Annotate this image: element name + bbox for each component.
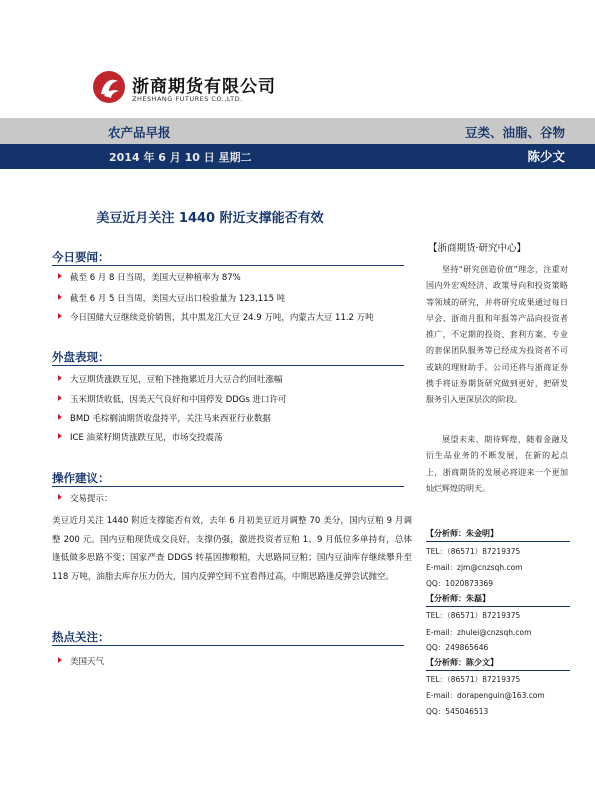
list-item: 交易提示：	[58, 492, 113, 504]
analyst-qq: QQ：1020873369	[426, 579, 494, 588]
bullet-arrow-icon	[58, 313, 62, 319]
report-author: 陈少文	[527, 149, 565, 164]
company-name-cn: 浙商期货有限公司	[132, 77, 276, 97]
analyst-divider	[426, 670, 570, 671]
report-type: 农产品早报	[108, 125, 171, 140]
list-item: ICE 油菜籽期货涨跌互见，市场交投震荡	[58, 431, 223, 443]
list-item: 玉米期货收低，因美天气良好和中国停发 DDGs 进口许可	[58, 393, 287, 405]
section-heading-today-news: 今日要闻：	[52, 250, 110, 264]
analyst-email[interactable]: E-mail：zhulei@cnzsqh.com	[426, 628, 532, 637]
bullet-arrow-icon	[58, 375, 62, 381]
sector-label: 豆类、油脂、谷物	[464, 125, 565, 140]
bullet-arrow-icon	[58, 395, 62, 401]
list-item: 大豆期货涨跌互见，豆粕下挫拖累近月大豆合约回吐涨幅	[58, 373, 283, 385]
report-date: 2014 年 6 月 10 日 星期二	[109, 151, 252, 164]
section-divider	[52, 645, 404, 646]
bullet-arrow-icon	[58, 657, 62, 663]
analyst-tel: TEL：（86571）87219375	[426, 611, 521, 620]
analyst-qq: QQ：249865646	[426, 643, 489, 652]
analyst-divider	[426, 541, 570, 542]
advice-paragraph: 美豆近月关注 1440 附近支撑能否有效，去年 6 月初美豆近月调整 70 美分，国内豆粕 9 月调整 200 元。国内豆粕现货成交良好，支撑仍强，激进投资者豆粕 1、9 月低位多单持有，总体逢低做多思路不变；国家严查 DDGS 转基因掺粮粕，大思路同豆粕；国内豆油库存继续攀升至 118 万吨，油脂去库存压力仍大，国内反弹空间不宜看得过高，中期思路逢反弹尝试抛空。	[52, 516, 412, 582]
section-divider	[52, 486, 404, 487]
company-name-en: ZHESHANG FUTURES CO.,LTD.	[132, 95, 243, 103]
list-item: 美国天气	[58, 655, 104, 667]
analyst-email[interactable]: E-mail：zjm@cnzsqh.com	[426, 563, 523, 572]
analyst-qq: QQ：545046513	[426, 707, 489, 716]
bullet-arrow-icon	[58, 414, 62, 420]
analyst-email[interactable]: E-mail：dorapenguin@163.com	[426, 691, 545, 700]
analyst-heading: 【分析师：朱金明】	[426, 529, 498, 538]
sidebar-title: 【浙商期货·研究中心】	[428, 243, 527, 254]
analyst-divider	[426, 606, 570, 607]
section-divider	[52, 365, 404, 366]
section-heading-external: 外盘表现：	[52, 350, 110, 364]
list-item: 今日国储大豆继续竞价销售，其中黑龙江大豆 24.9 万吨，内蒙古大豆 11.2 万吨	[58, 311, 374, 323]
section-heading-advice: 操作建议：	[52, 471, 110, 485]
bullet-arrow-icon	[58, 494, 62, 500]
page-title: 美豆近月关注 1440 附近支撑能否有效	[96, 211, 324, 226]
analyst-heading: 【分析师：朱磊】	[426, 594, 490, 603]
list-item: 截至 6 月 8 日当周，美国大豆种植率为 87%	[58, 271, 241, 283]
company-logo-icon	[92, 70, 126, 104]
sidebar-outlook: 展望未来、期待辉煌，随着金融及衍生品业务的不断发展，在新的起点上，浙商期货的发展必将迎来一个更加灿烂辉煌的明天。	[426, 435, 568, 493]
analyst-tel: TEL：（86571）87219375	[426, 547, 521, 556]
list-item: BMD 毛棕榈油期货收盘持平，关注马来西亚行业数据	[58, 412, 271, 424]
section-divider	[52, 265, 404, 266]
analyst-heading: 【分析师：陈少文】	[426, 658, 498, 667]
bullet-arrow-icon	[58, 273, 62, 279]
bullet-arrow-icon	[58, 294, 62, 300]
list-item: 截至 6 月 5 日当周，美国大豆出口检验量为 123,115 吨	[58, 292, 285, 304]
bullet-arrow-icon	[58, 433, 62, 439]
sidebar-intro: 坚持“研究创造价值”理念，注重对国内外宏观经济、政策导向和投资策略等领域的研究，并将研究成果通过每日早会、浙商月报和年报等产品向投资者推广，不定期的投资、套利方案、专业的套保团队服务等已经成为投资者不可或缺的理财助手。公司还将与浙商证券携手将证券期货研究做到更好，把研发服务引入更深层次的阶段。	[426, 265, 568, 405]
header-band-navy	[0, 144, 595, 169]
section-heading-hot: 热点关注：	[52, 630, 110, 644]
analyst-tel: TEL：（86571）87219375	[426, 675, 521, 684]
